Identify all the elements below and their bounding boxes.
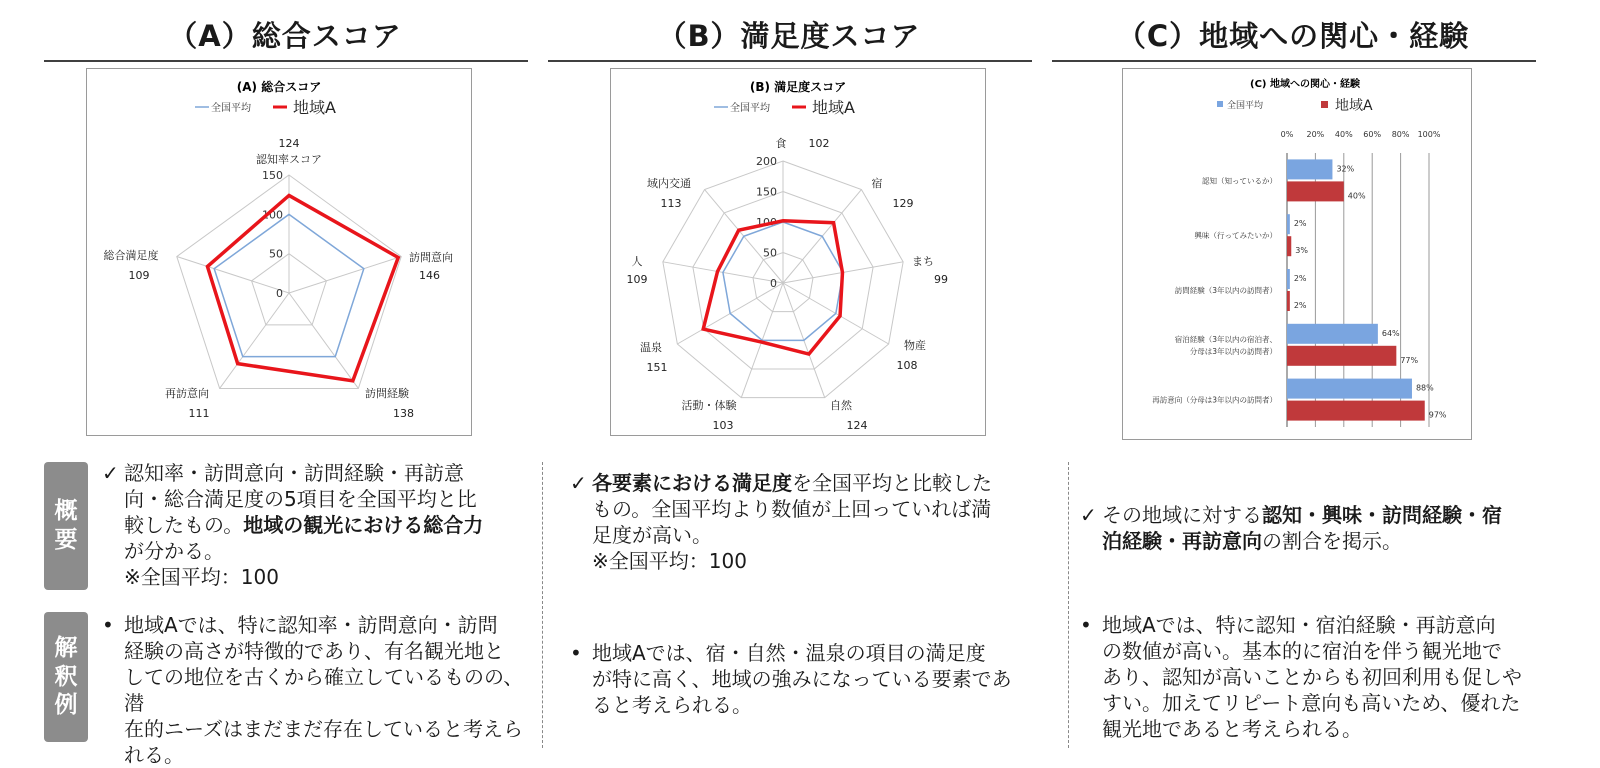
category-label: 分母は3年以内の訪問者） [1189, 346, 1277, 356]
data-label: 64% [1381, 328, 1400, 338]
category-label: 訪問経験（3年以内の訪問者） [1174, 286, 1277, 295]
text-span: ると考えられる。 [592, 693, 752, 717]
data-label: 40% [1347, 191, 1366, 201]
text-span: もの。全国平均より数値が上回っていれば満 [592, 497, 992, 521]
text-span: あり、認知が高いことからも初回利用も促しや [1102, 665, 1522, 689]
title-c: （C）地域への関心・経験 [1116, 19, 1470, 53]
text-span: が分かる。 [124, 539, 224, 563]
text-span: しての地位を古くから確立しているものの、潜 [124, 665, 524, 715]
title-underline-a [44, 60, 528, 62]
axis-value-label: 109 [128, 269, 150, 282]
axis-label: 再訪意向 [165, 387, 209, 400]
text-span: 地域Aでは、特に認知率・訪問意向・訪問 [124, 613, 498, 637]
legend-label-region: 地域A [293, 98, 336, 117]
chart-title: (C) 地域への関心・経験 [1250, 79, 1360, 90]
chart-a-frame [86, 68, 472, 436]
text-span: すい。加えてリピート意向も高いため、優れた [1102, 691, 1521, 715]
summary-tag-text: 概 要 [54, 498, 78, 553]
tick-label: 100% [1417, 130, 1441, 139]
title-underline-c [1052, 60, 1536, 62]
text-line [102, 512, 522, 538]
tick-label: 20% [1306, 130, 1325, 139]
text-line [1080, 528, 1540, 554]
bar-national [1287, 324, 1378, 344]
text-line [102, 638, 532, 664]
legend-swatch-region [1321, 101, 1328, 108]
axis-value-label: 113 [660, 197, 682, 210]
chart-b-frame [610, 68, 986, 436]
axis-label: 認知率スコア [256, 153, 322, 166]
tick-label: 150 [262, 169, 283, 182]
axis-value-label: 124 [278, 137, 300, 150]
interpretation-tag [44, 612, 88, 742]
text-span: 地域Aでは、宿・自然・温泉の項目の満足度 [592, 641, 986, 665]
axis-label: 温泉 [640, 341, 662, 354]
text-span: が特に高く、地域の強みになっている要素であ [592, 667, 1012, 691]
bar-national [1287, 269, 1290, 289]
text-span: 在的ニーズはまだまだ存在していると考えら [124, 717, 523, 741]
axis-label: 食 [775, 137, 787, 150]
text-line [570, 666, 1030, 692]
title-underline-b [548, 60, 1032, 62]
text-line [570, 640, 1030, 666]
legend-label-national: 全国平均 [211, 103, 251, 114]
bar-chart-c [1123, 69, 1471, 439]
axis-label: 物産 [904, 339, 926, 352]
axis-label: 自然 [830, 399, 852, 412]
bar-national [1287, 214, 1290, 234]
chart-title: (B) 満足度スコア [749, 80, 847, 94]
text-line [102, 664, 532, 716]
grid-spoke [289, 257, 401, 293]
summary-tag [44, 462, 88, 590]
data-label: 77% [1400, 355, 1419, 365]
bullet-icon: • [1080, 613, 1092, 637]
text-line [1080, 502, 1540, 528]
text-span: 向・総合満足度の5項目を全国平均と比 [124, 487, 477, 511]
legend-swatch-national [1217, 101, 1223, 107]
text-span: の数値が高い。基本的に宿泊を伴う観光地で [1102, 639, 1502, 663]
legend-label-national: 全国平均 [730, 103, 770, 114]
tick-label: 150 [756, 185, 777, 199]
text-line [102, 564, 522, 590]
text-line [570, 522, 1030, 548]
bar-national [1287, 379, 1412, 399]
check-icon: ✓ [570, 471, 587, 495]
chart-title: (A) 総合スコア [236, 80, 322, 94]
text-span: 地域Aでは、特に認知・宿泊経験・再訪意向 [1102, 613, 1496, 637]
bar-region [1287, 181, 1344, 201]
axis-label: 総合満足度 [103, 249, 159, 262]
text-span: 較したもの。 [124, 513, 244, 537]
axis-value-label: 111 [188, 407, 210, 420]
bar-region [1287, 346, 1396, 366]
text-line [102, 460, 522, 486]
text-line [102, 716, 532, 742]
legend-label-national: 全国平均 [1227, 101, 1264, 111]
c-summary-text [1080, 502, 1540, 554]
bold-text: 泊経験・再訪意向 [1102, 529, 1262, 553]
category-label: 宿泊経験（3年以内の宿泊者、 [1174, 334, 1277, 344]
bar-region [1287, 401, 1425, 421]
bullet-icon: • [102, 613, 114, 637]
b-interpretation-text [570, 640, 1030, 718]
bar-national [1287, 159, 1332, 179]
axis-value-label: 108 [896, 359, 918, 372]
data-label: 88% [1415, 383, 1434, 393]
axis-label: 活動・体験 [681, 399, 737, 412]
text-line [570, 692, 1030, 718]
text-span: 足度が高い。 [592, 523, 712, 547]
category-label: 興味（行ってみたいか） [1194, 231, 1277, 241]
text-span: ※全国平均：100 [592, 549, 747, 573]
data-label: 2% [1293, 301, 1307, 310]
axis-value-label: 138 [393, 407, 414, 420]
data-label: 3% [1295, 246, 1308, 256]
grid-spoke [177, 257, 289, 293]
tick-label: 100 [262, 208, 283, 222]
text-line [102, 742, 532, 768]
text-line [570, 470, 1030, 496]
separator-ab [542, 462, 543, 748]
axis-value-label: 103 [712, 419, 734, 432]
text-line [102, 538, 522, 564]
axis-label: 訪問経験 [365, 387, 409, 400]
check-icon: ✓ [1080, 503, 1097, 527]
radar-chart-b [611, 69, 985, 435]
category-label: 認知（知っているか） [1202, 176, 1277, 186]
text-line [1080, 664, 1550, 690]
bullet-icon: • [570, 641, 582, 665]
data-label: 2% [1293, 219, 1307, 229]
axis-value-label: 124 [846, 419, 868, 432]
separator-bc [1068, 462, 1069, 748]
text-line [1080, 612, 1550, 638]
tick-label: 50 [269, 247, 283, 261]
axis-label: まち [912, 255, 934, 268]
text-span: れる。 [124, 743, 184, 767]
a-summary-text [102, 460, 522, 590]
title-b: （B）満足度スコア [657, 19, 921, 53]
tick-label: 200 [756, 155, 777, 168]
interpretation-tag-text: 解 釈 例 [54, 634, 78, 719]
a-interpretation-text [102, 612, 532, 768]
bold-text: 地域の観光における総合力 [243, 513, 484, 537]
chart-c-frame [1122, 68, 1472, 440]
text-line [1080, 690, 1550, 716]
text-line [1080, 638, 1550, 664]
legend-label-region: 地域A [812, 98, 855, 117]
tick-label: 40% [1334, 130, 1353, 139]
tick-label: 80% [1391, 130, 1410, 139]
axis-value-label: 146 [419, 269, 440, 282]
data-label: 2% [1293, 274, 1307, 283]
legend-label-region: 地域A [1335, 98, 1373, 114]
tick-label: 0 [770, 277, 777, 290]
b-summary-text [570, 470, 1030, 574]
radar-chart-a [87, 69, 471, 435]
axis-value-label: 129 [892, 197, 914, 210]
bar-region [1287, 291, 1290, 311]
axis-label: 訪問意向 [409, 251, 453, 264]
text-span: を全国平均と比較した [792, 471, 992, 495]
c-interpretation-text [1080, 612, 1550, 742]
text-span: 経験の高さが特徴的であり、有名観光地と [124, 639, 504, 663]
tick-label: 0 [276, 287, 283, 300]
axis-value-label: 102 [808, 137, 830, 150]
text-span: ※全国平均：100 [124, 565, 279, 589]
bold-text: 認知・興味・訪問経験・宿 [1262, 503, 1502, 527]
tick-label: 60% [1363, 130, 1382, 139]
text-line [102, 612, 532, 638]
tick-label: 100 [756, 216, 777, 229]
axis-label: 人 [631, 255, 643, 268]
text-line [102, 486, 522, 512]
text-span: 観光地であると考えられる。 [1102, 717, 1362, 741]
tick-label: 0% [1280, 130, 1294, 139]
axis-value-label: 109 [626, 273, 648, 286]
text-span: その地域に対する [1102, 503, 1262, 527]
bar-region [1287, 236, 1291, 256]
data-label: 32% [1336, 164, 1355, 174]
text-line [1080, 716, 1550, 742]
text-line [570, 496, 1030, 522]
axis-value-label: 151 [646, 361, 668, 374]
tick-label: 50 [763, 246, 777, 260]
text-line [570, 548, 1030, 574]
text-span: 認知率・訪問意向・訪問経験・再訪意 [124, 461, 464, 485]
axis-value-label: 99 [934, 273, 948, 286]
axis-label: 域内交通 [647, 177, 691, 190]
title-a: （A）総合スコア [168, 19, 402, 53]
text-span: の割合を掲示。 [1262, 529, 1402, 553]
check-icon: ✓ [102, 461, 119, 485]
axis-label: 宿 [871, 177, 883, 190]
data-label: 97% [1428, 410, 1447, 420]
category-label: 再訪意向（分母は3年以内の訪問者） [1152, 395, 1277, 405]
bold-text: 各要素における満足度 [592, 471, 792, 495]
